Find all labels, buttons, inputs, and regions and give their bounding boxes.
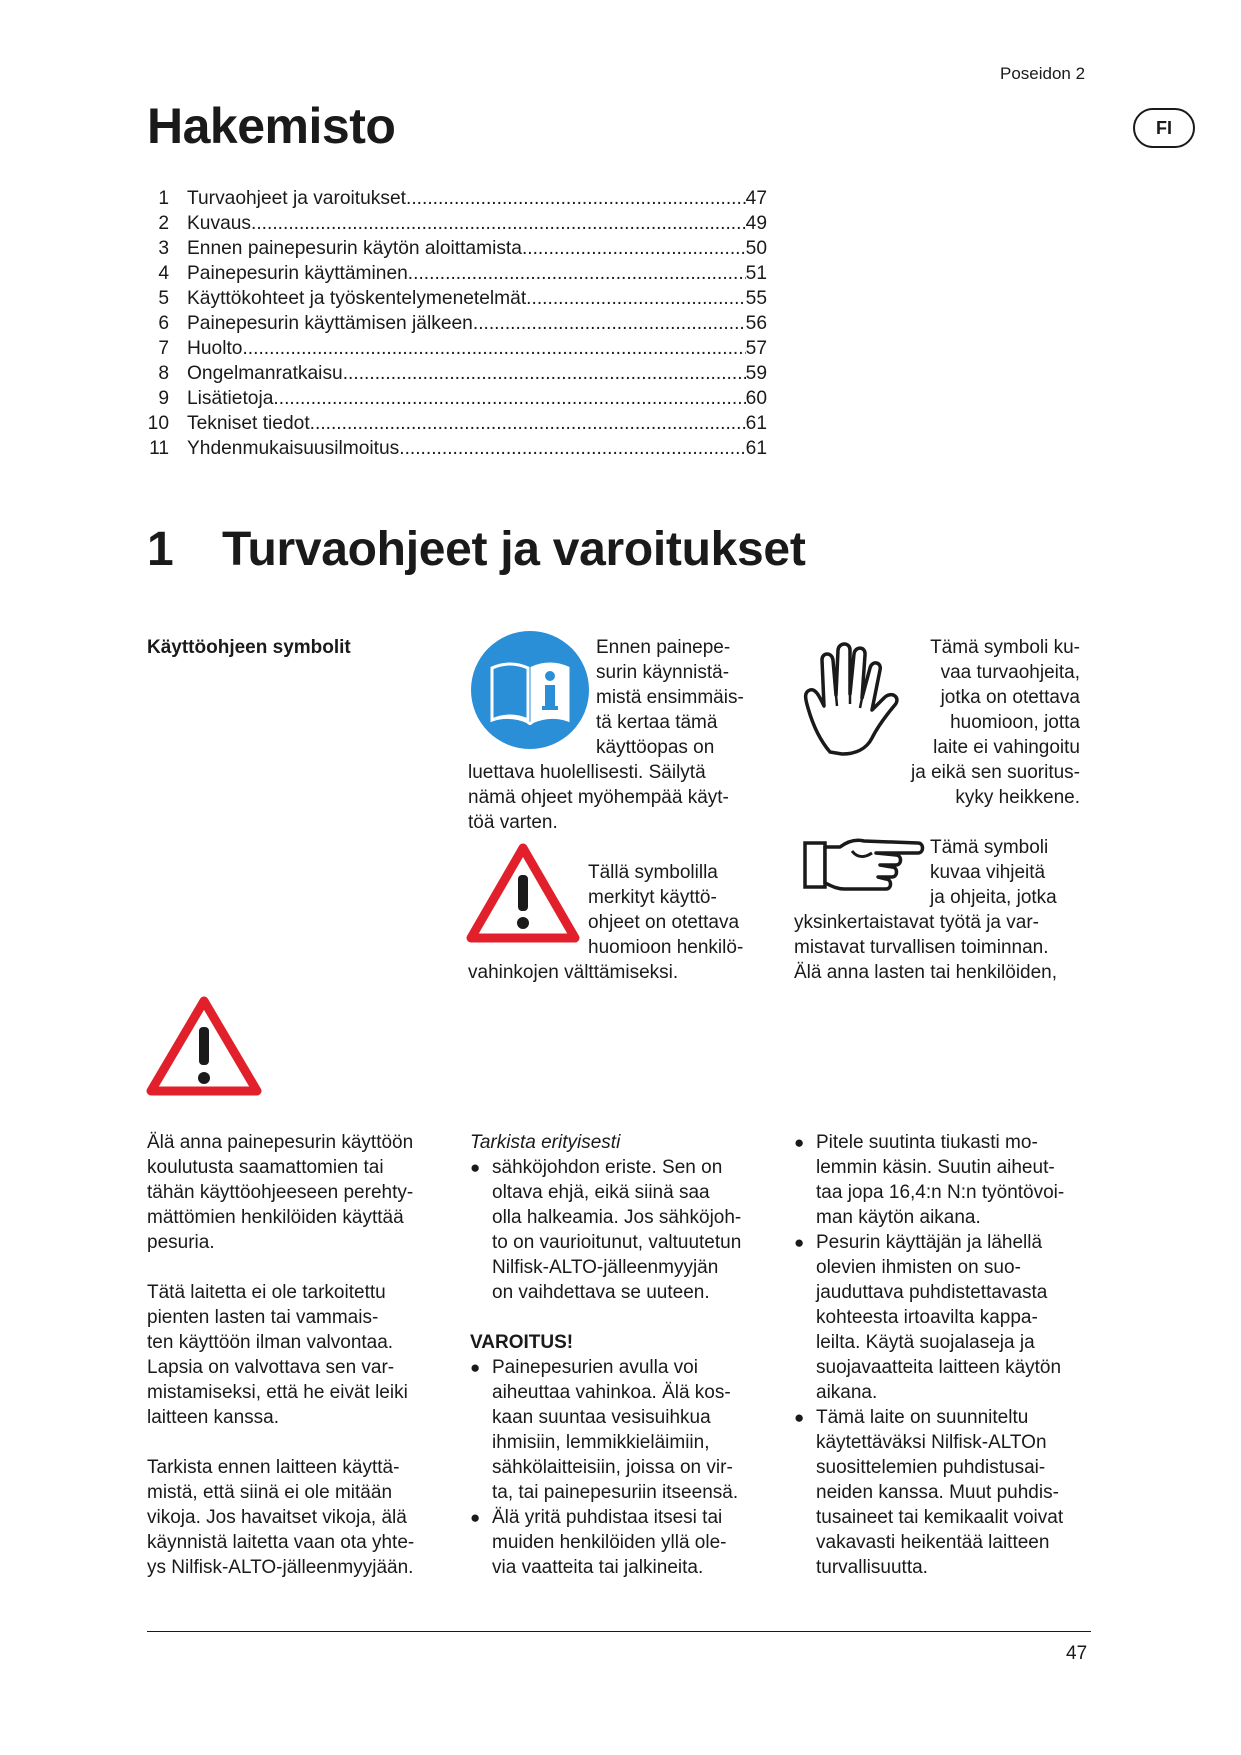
- list-item: [470, 1355, 741, 1505]
- column-2: [470, 1130, 741, 1580]
- text-line: man käytön aikana.: [816, 1207, 981, 1228]
- list-item: [794, 1405, 1064, 1580]
- text-line: vaa turvaohjeita,: [940, 662, 1080, 683]
- list-item: [794, 1230, 1064, 1405]
- toc-entry[interactable]: [147, 186, 767, 211]
- text-line: via vaatteita tai jalkineita.: [492, 1557, 704, 1578]
- text-line: yksinkertaistavat työtä ja var-: [794, 912, 1039, 933]
- table-of-contents: [147, 186, 767, 461]
- toc-entry-number: 1: [158, 188, 169, 209]
- toc-leader-dots: [251, 211, 746, 236]
- text-line: kuvaa vihjeitä: [930, 862, 1046, 883]
- text-line: leilta. Käytä suojalaseja ja: [816, 1332, 1035, 1353]
- toc-leader-dots: [343, 361, 746, 386]
- text-line: suosittelemien puhdistusai-: [816, 1457, 1046, 1478]
- text-line: vikoja. Jos havaitset vikoja, älä: [147, 1507, 407, 1528]
- warning-symbol-text-right: [588, 860, 743, 960]
- warning-list: [470, 1355, 741, 1580]
- paragraph-untrained-users: [147, 1130, 414, 1255]
- text-line: aiheuttaa vahinkoa. Älä kos-: [492, 1382, 731, 1403]
- pointer-symbol-text-right: [930, 835, 1057, 910]
- warning-heading: VAROITUS!: [470, 1332, 574, 1353]
- toc-entry[interactable]: [147, 411, 767, 436]
- toc-leader-dots: [526, 286, 745, 311]
- text-line: ta, tai painepesuriin itseensä.: [492, 1482, 739, 1503]
- toc-entry-page: 49: [745, 213, 767, 234]
- text-line: Lapsia on valvottava sen var-: [147, 1357, 395, 1378]
- text-line: Älä anna painepesurin käyttöön: [147, 1132, 414, 1153]
- text-line: nämä ohjeet myöhempää käyt-: [468, 787, 729, 808]
- text-line: ohjeet on otettava: [588, 912, 740, 933]
- toc-entry-page: 47: [745, 188, 767, 209]
- toc-leader-dots: [310, 411, 746, 436]
- toc-entry-page: 60: [745, 388, 767, 409]
- pointing-hand-icon: [800, 833, 925, 897]
- text-line: tusaineet tai kemikaalit voivat: [816, 1507, 1064, 1528]
- toc-entry-title: Painepesurin käyttäminen: [187, 263, 408, 284]
- info-symbol-text-right: [596, 635, 744, 760]
- warning-triangle-icon: [466, 843, 580, 943]
- toc-leader-dots: [473, 311, 746, 336]
- text-line: ● Tämä laite on suunniteltu: [816, 1407, 1029, 1428]
- warning-symbol-text-full: [468, 960, 678, 985]
- text-line: oltava ehjä, eikä siinä saa: [492, 1182, 710, 1203]
- text-line: olla halkeamia. Jos sähköjoh-: [492, 1207, 742, 1228]
- paragraph-check-defects: [147, 1455, 414, 1580]
- text-line: ● Älä yritä puhdistaa itsesi tai: [492, 1507, 723, 1528]
- text-line: kohteesta irtoavilta kappa-: [816, 1307, 1038, 1328]
- text-line: neiden kanssa. Muut puhdis-: [816, 1482, 1059, 1503]
- paragraph-children: [147, 1280, 414, 1430]
- text-line: muiden henkilöiden yllä ole-: [492, 1532, 727, 1553]
- text-line: mättömien henkilöiden käyttää: [147, 1207, 404, 1228]
- text-line: ● Pitele suutinta tiukasti mo-: [816, 1132, 1038, 1153]
- toc-entry-title: Turvaohjeet ja varoitukset: [187, 188, 406, 209]
- text-line: jotka on otettava: [940, 687, 1080, 708]
- toc-entry-number: 10: [147, 413, 169, 434]
- list-item: [794, 1130, 1064, 1230]
- language-badge: FI: [1133, 108, 1195, 148]
- text-line: mistamiseksi, että he eivät leiki: [147, 1382, 408, 1403]
- toc-entry-page: 50: [745, 238, 767, 259]
- warning-triangle-large-icon: [145, 995, 263, 1097]
- toc-entry-number: 4: [158, 263, 169, 284]
- section-number: 1: [147, 523, 174, 576]
- toc-entry-number: 5: [158, 288, 169, 309]
- text-line: aikana.: [816, 1382, 878, 1403]
- toc-entry-number: 11: [149, 438, 169, 459]
- text-line: käynnistä laitetta vaan ota yhte-: [147, 1532, 415, 1553]
- list-item: [470, 1505, 741, 1580]
- product-name: Poseidon 2: [1000, 64, 1086, 83]
- toc-leader-dots: [399, 436, 745, 461]
- section-title: Turvaohjeet ja varoitukset: [222, 523, 806, 576]
- text-line: turvallisuutta.: [816, 1557, 928, 1578]
- text-line: koulutusta saamattomien tai: [147, 1157, 384, 1178]
- toc-entry-title: Lisätietoja: [187, 388, 274, 409]
- toc-entry[interactable]: [147, 311, 767, 336]
- hand-symbol-text: [876, 635, 1080, 810]
- text-line: lemmin käsin. Suutin aiheut-: [816, 1157, 1055, 1178]
- toc-entry-number: 8: [158, 363, 169, 384]
- text-line: suojavaatteita laitteen käytön: [816, 1357, 1062, 1378]
- toc-leader-dots: [408, 261, 746, 286]
- text-line: vahinkojen välttämiseksi.: [468, 962, 679, 983]
- text-line: surin käynnistä-: [596, 662, 730, 683]
- toc-entry-number: 9: [158, 388, 169, 409]
- toc-entry-page: 51: [745, 263, 767, 284]
- toc-entry-number: 7: [158, 338, 169, 359]
- toc-entry[interactable]: [147, 436, 767, 461]
- toc-entry[interactable]: [147, 386, 767, 411]
- toc-entry-title: Huolto: [187, 338, 243, 359]
- text-line: laitteen kanssa.: [147, 1407, 280, 1428]
- text-line: vakavasti heikentää laitteen: [816, 1532, 1050, 1553]
- text-line: olevien ihmisten on suo-: [816, 1257, 1021, 1278]
- toc-entry[interactable]: [147, 236, 767, 261]
- toc-title: Hakemisto: [147, 98, 396, 154]
- text-line: ● sähköjohdon eriste. Sen on: [492, 1157, 723, 1178]
- text-line: kyky heikkene.: [955, 787, 1080, 808]
- text-line: tä kertaa tämä: [596, 712, 718, 733]
- text-line: jauduttava puhdistettavasta: [816, 1282, 1048, 1303]
- text-line: ys Nilfisk-ALTO-jälleenmyyjään.: [147, 1557, 414, 1578]
- info-book-icon: [470, 630, 590, 750]
- toc-leader-dots: [522, 236, 746, 261]
- toc-leader-dots: [273, 386, 745, 411]
- toc-entry[interactable]: [147, 336, 767, 361]
- text-line: on vaihdettava se uuteen.: [492, 1282, 710, 1303]
- text-line: Ennen painepe-: [596, 637, 731, 658]
- text-line: ● Pesurin käyttäjän ja lähellä: [816, 1232, 1043, 1253]
- text-line: laite ei vahingoitu: [933, 737, 1080, 758]
- text-line: Tämä symboli ku-: [930, 637, 1080, 658]
- text-line: mistä ensimmäis-: [596, 687, 744, 708]
- text-line: luettava huolellisesti. Säilytä: [468, 762, 706, 783]
- text-line: to on vaurioitunut, valtuutetun: [492, 1232, 742, 1253]
- toc-entry-number: 6: [158, 313, 169, 334]
- toc-entry-title: Tekniset tiedot: [187, 413, 310, 434]
- text-line: ja eikä sen suoritus-: [911, 762, 1080, 783]
- toc-entry-title: Painepesurin käyttämisen jälkeen: [187, 313, 473, 334]
- safety-list: [794, 1130, 1064, 1580]
- toc-entry-title: Ennen painepesurin käytön aloittamista: [187, 238, 522, 259]
- text-line: pienten lasten tai vammais-: [147, 1307, 379, 1328]
- column-1: [147, 1130, 414, 1580]
- column-3: [794, 1130, 1064, 1580]
- text-line: tähän käyttöohjeeseen perehty-: [147, 1182, 414, 1203]
- list-item: [470, 1155, 741, 1305]
- text-line: ● Painepesurien avulla voi: [492, 1357, 698, 1378]
- toc-entry-title: Yhdenmukaisuusilmoitus: [187, 438, 400, 459]
- text-line: Tätä laitetta ei ole tarkoitettu: [147, 1282, 386, 1303]
- text-line: Älä anna lasten tai henkilöiden,: [794, 962, 1058, 983]
- toc-entry-title: Käyttökohteet ja työskentelymenetelmät: [187, 288, 527, 309]
- check-heading: Tarkista erityisesti: [470, 1132, 621, 1153]
- toc-entry[interactable]: [147, 286, 767, 311]
- text-line: töä varten.: [468, 812, 558, 833]
- pointer-symbol-text-full: [794, 910, 1057, 985]
- text-line: sähkölaitteisiin, joissa on vir-: [492, 1457, 733, 1478]
- page-number: 47: [1066, 1643, 1088, 1664]
- toc-entry[interactable]: [147, 261, 767, 286]
- toc-entry-page: 56: [745, 313, 767, 334]
- text-line: Nilfisk-ALTO-jälleenmyyjän: [492, 1257, 719, 1278]
- toc-entry-page: 59: [745, 363, 767, 384]
- check-list: [470, 1155, 741, 1305]
- text-line: mistä, että siinä ei ole mitään: [147, 1482, 393, 1503]
- text-line: mistavat turvallisen toiminnan.: [794, 937, 1049, 958]
- text-line: käytettäväksi Nilfisk-ALTOn: [816, 1432, 1047, 1453]
- text-line: käyttöopas on: [596, 737, 715, 758]
- toc-leader-dots: [406, 186, 746, 211]
- toc-entry-number: 3: [158, 238, 169, 259]
- symbols-heading: Käyttöohjeen symbolit: [147, 637, 351, 658]
- text-line: Tällä symbolilla: [588, 862, 718, 883]
- text-line: merkityt käyttö-: [588, 887, 717, 908]
- footer-divider: [147, 1631, 1091, 1632]
- toc-entry-page: 61: [745, 438, 767, 459]
- text-line: taa jopa 16,4:n N:n työntövoi-: [816, 1182, 1065, 1203]
- info-symbol-text-full: [468, 760, 729, 835]
- toc-entry-title: Ongelmanratkaisu: [187, 363, 343, 384]
- text-line: Tarkista ennen laitteen käyttä-: [147, 1457, 400, 1478]
- text-line: ja ohjeita, jotka: [930, 887, 1057, 908]
- text-line: kaan suuntaa vesisuihkua: [492, 1407, 711, 1428]
- toc-entry-page: 55: [745, 288, 767, 309]
- text-line: ihmisiin, lemmikkieläimiin,: [492, 1432, 710, 1453]
- toc-entry-number: 2: [158, 213, 169, 234]
- text-line: huomioon, jotta: [950, 712, 1080, 733]
- text-line: ten käyttöön ilman valvontaa.: [147, 1332, 394, 1353]
- text-line: Tämä symboli: [930, 837, 1049, 858]
- toc-leader-dots: [242, 336, 745, 361]
- toc-entry-page: 57: [745, 338, 767, 359]
- text-line: pesuria.: [147, 1232, 215, 1253]
- toc-entry[interactable]: [147, 211, 767, 236]
- toc-entry[interactable]: [147, 361, 767, 386]
- toc-entry-title: Kuvaus: [187, 213, 251, 234]
- text-line: huomioon henkilö-: [588, 937, 744, 958]
- toc-entry-page: 61: [745, 413, 767, 434]
